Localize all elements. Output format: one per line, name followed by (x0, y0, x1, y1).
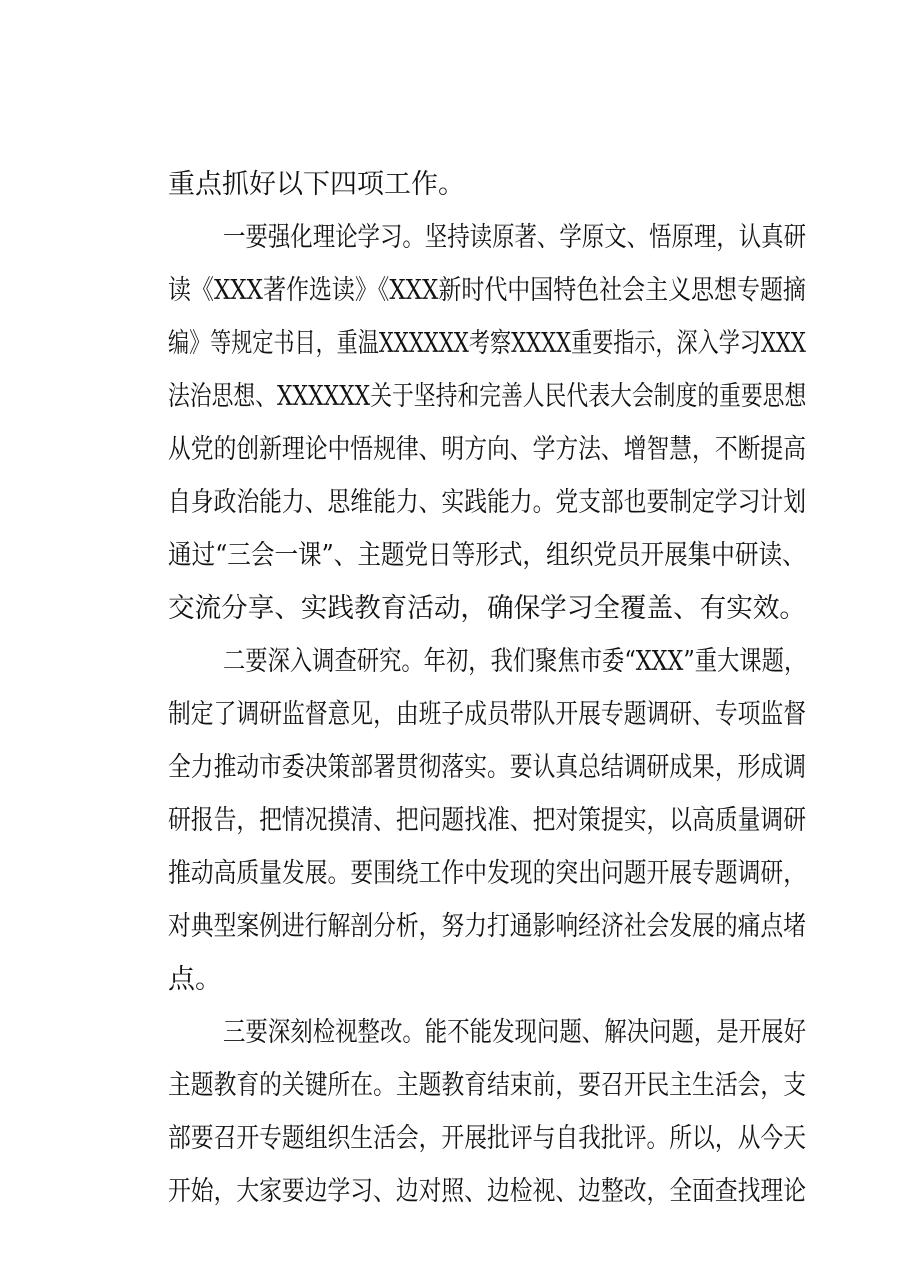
text-line: 主题教育的关键所在。主题教育结束前，要召开民主生活会，支 (168, 1070, 806, 1101)
text-line: 读《XXX著作选读》《XXX新时代中国特色社会主义思想专题摘 (168, 275, 806, 306)
text-line: 推动高质量发展。要围绕工作中发现的突出问题开展专题调研， (168, 858, 806, 889)
text-line: 全力推动市委决策部署贯彻落实。要认真总结调研成果，形成调 (168, 752, 806, 783)
text-line: 自身政治能力、思维能力、实践能力。党支部也要制定学习计划 (168, 487, 806, 518)
text-line: 重点抓好以下四项工作。 (168, 169, 465, 200)
text-line: 法治思想、XXXXXX关于坚持和完善人民代表大会制度的重要思想 (168, 381, 807, 412)
text-line: 交流分享、实践教育活动，确保学习全覆盖、有实效。 (168, 593, 807, 624)
text-line: 对典型案例进行解剖分析，努力打通影响经济社会发展的痛点堵 (168, 911, 806, 942)
text-line: 点。 (168, 964, 222, 995)
paragraph-heading-line: 二要深入调查研究。年初，我们聚焦市委“XXX”重大课题， (223, 646, 807, 677)
paragraph-heading-line: 一要强化理论学习。坚持读原著、学原文、悟原理，认真研 (223, 222, 807, 253)
text-line: 制定了调研监督意见，由班子成员带队开展专题调研、专项监督 (168, 699, 806, 730)
text-line: 编》等规定书目，重温XXXXXX考察XXXX重要指示，深入学习XXX (168, 328, 806, 359)
text-line: 研报告，把情况摸清、把问题找准、把对策提实，以高质量调研 (168, 805, 806, 836)
text-line: 部要召开专题组织生活会，开展批评与自我批评。所以，从今天 (168, 1123, 806, 1154)
paragraph-heading-line: 三要深刻检视整改。能不能发现问题、解决问题，是开展好 (223, 1017, 807, 1048)
text-line: 从党的创新理论中悟规律、明方向、学方法、增智慧，不断提高 (168, 434, 806, 465)
text-line: 通过“三会一课”、主题党日等形式，组织党员开展集中研读、 (168, 540, 806, 571)
text-line: 开始，大家要边学习、边对照、边检视、边整改，全面查找理论 (168, 1176, 806, 1207)
